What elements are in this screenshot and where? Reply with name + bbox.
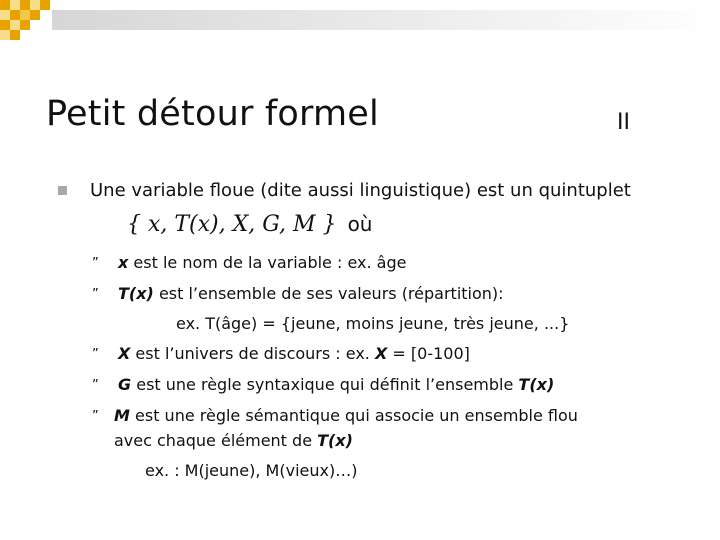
item-lead: x (118, 253, 129, 272)
deco-square (20, 0, 30, 10)
deco-square (0, 10, 10, 20)
item-lead: T(x) (518, 375, 555, 394)
deco-square (30, 0, 40, 10)
deco-square (0, 0, 10, 10)
slide-title: Petit détour formel (46, 94, 379, 134)
item-name (118, 253, 406, 272)
item-text: est une règle sémantique qui associe un ensemble flou (129, 406, 578, 425)
item-lead: T(x) (317, 431, 353, 450)
deco-square (0, 30, 10, 40)
quote-bullet-icon: ” (92, 409, 99, 424)
item-text: est le nom de la variable : ex. âge (128, 253, 407, 272)
item-lead: X (118, 344, 131, 363)
item-lead: M (114, 406, 130, 425)
item-syntax (118, 375, 554, 394)
quote-bullet-icon: ” (92, 378, 99, 393)
item-lead: G (118, 375, 132, 394)
item-lead: X (374, 344, 388, 363)
item-values (118, 284, 504, 303)
item-text: est l’ensemble de ses valeurs (répartition): (153, 284, 504, 303)
item-universe (118, 344, 470, 363)
formula-suffix: où (347, 212, 373, 236)
deco-square (20, 10, 30, 20)
item-text: = [0-100] (387, 344, 470, 363)
header-gradient-bar (52, 10, 720, 30)
deco-square (10, 30, 20, 40)
item-semantic (114, 406, 578, 425)
quote-bullet-icon: ” (92, 347, 99, 362)
slide-number: II (617, 110, 630, 135)
item-lead: T(x) (118, 284, 154, 303)
formula-text: { x, T(x), X, G, M } (127, 212, 337, 237)
quote-bullet-icon: ” (92, 256, 99, 271)
item-semantic-example: ex. : M(jeune), M(vieux)…) (145, 461, 358, 480)
header-decoration (0, 0, 720, 40)
deco-square (0, 20, 10, 30)
deco-square (10, 0, 20, 10)
item-text: avec chaque élément de (114, 431, 318, 450)
item-semantic-continuation (114, 431, 353, 450)
deco-square (30, 10, 40, 20)
quintuplet-formula (127, 212, 372, 237)
main-bullet-text: Une variable floue (dite aussi linguistique) est un quintuplet (90, 180, 631, 201)
item-text: est une règle syntaxique qui définit l’ensemble (131, 375, 519, 394)
deco-square (40, 0, 50, 10)
deco-square (20, 20, 30, 30)
quote-bullet-icon: ” (92, 287, 99, 302)
item-example: ex. T(âge) = {jeune, moins jeune, très jeune, ...} (176, 314, 570, 333)
deco-square (10, 20, 20, 30)
deco-square (10, 10, 20, 20)
square-bullet-icon (58, 186, 67, 195)
item-text: est l’univers de discours : ex. (130, 344, 375, 363)
